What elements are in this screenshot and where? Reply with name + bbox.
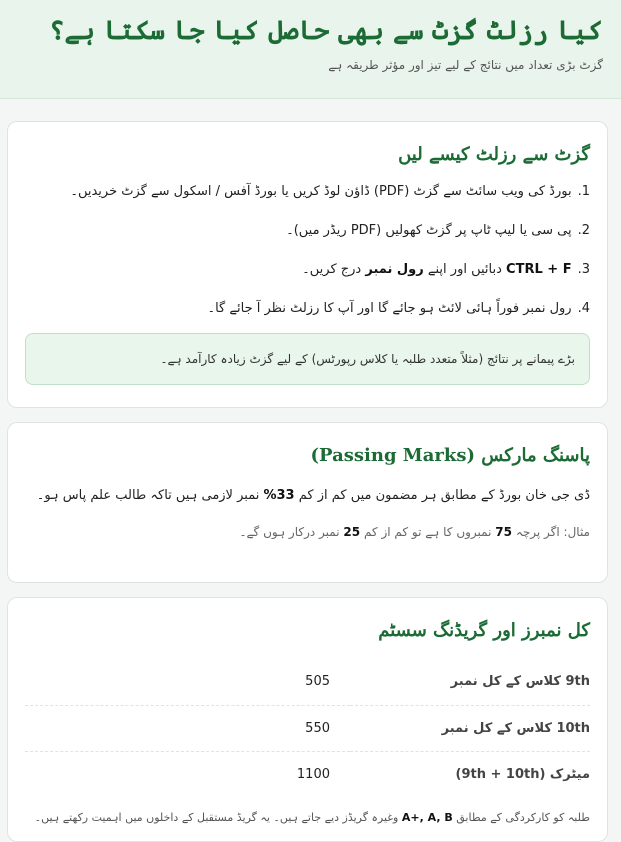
- passing-text: نمبر لازمی ہیں تاکہ طالب علم پاس ہو۔: [36, 488, 260, 503]
- row-label: میٹرک (9th + 10th): [455, 766, 590, 782]
- step-item: [25, 300, 590, 317]
- marks-table: [25, 659, 590, 797]
- shortcut-key: CTRL + F: [506, 262, 572, 277]
- gazette-steps: [25, 183, 590, 317]
- row-label: 10th کلاس کے کل نمبر: [350, 705, 590, 751]
- step-number: 2.: [577, 223, 590, 238]
- gazette-card: [7, 121, 608, 408]
- gazette-note: بڑے پیمانے پر نتائج (مثلاً متعدد طلبہ یا کلاس رپورٹس) کے لیے گزٹ زیادہ کارآمد ہے۔: [25, 333, 590, 385]
- step-text: رول نمبر فوراً ہائی لائٹ ہو جائے گا اور آپ کا رزلٹ نظر آ جائے گا۔: [207, 301, 572, 316]
- step-text: دبائیں اور اپنے: [427, 262, 502, 277]
- step-text: پی سی یا لیپ ٹاپ پر گزٹ کھولیں (PDF ریڈر میں)۔: [286, 223, 572, 238]
- footnote-text: طلبہ کو کارکردگی کے مطابق: [456, 811, 590, 824]
- step-item: [25, 183, 590, 200]
- step-item: [25, 261, 590, 278]
- step-text: بورڈ کی ویب سائٹ سے گزٹ (PDF) ڈاؤن لوڈ کریں یا بورڈ آفس / اسکول سے گزٹ خریدیں۔: [70, 184, 572, 199]
- footnote-text: وغیرہ گریڈز دیے جاتے ہیں۔ یہ گریڈ مستقبل کے داخلوں میں اہمیت رکھتے ہیں۔: [34, 811, 399, 824]
- row-label: 9th کلاس کے کل نمبر: [350, 659, 590, 705]
- gazette-title: گزٹ سے رزلٹ کیسے لیں: [398, 144, 590, 165]
- step-item: [25, 222, 590, 239]
- step-bold: رول نمبر: [365, 262, 424, 277]
- passing-main: [25, 488, 590, 503]
- row-value: 505: [25, 659, 350, 705]
- passing-percent: 33%: [263, 488, 295, 503]
- passing-text: ڈی جی خان بورڈ کے مطابق ہر مضمون میں کم از کم: [298, 488, 590, 503]
- grade-list: A+, A, B: [401, 811, 453, 824]
- passing-title: پاسنگ مارکس (Passing Marks): [310, 445, 590, 466]
- example-min: 25: [343, 525, 361, 539]
- page-header: [0, 0, 621, 99]
- example-text: نمبروں کا ہے تو کم از کم: [363, 525, 492, 539]
- grading-title: کل نمبرز اور گریڈنگ سسٹم: [378, 620, 590, 641]
- step-number: 1.: [577, 184, 590, 199]
- table-row: [25, 659, 590, 705]
- row-value: 550: [25, 705, 350, 751]
- table-row: [25, 751, 590, 797]
- example-text: مثال: اگر پرچہ: [515, 525, 590, 539]
- page-subtitle: گزٹ بڑی تعداد میں نتائج کے لیے تیز اور مؤثر طریقہ ہے: [328, 58, 603, 72]
- example-text: نمبر درکار ہوں گے۔: [239, 525, 340, 539]
- page-title: کیا رزلٹ گزٹ سے بھی حاصل کیا جا سکتا ہے؟: [49, 16, 603, 46]
- table-row: [25, 705, 590, 751]
- step-text: درج کریں۔: [302, 262, 362, 277]
- step-number: 4.: [577, 301, 590, 316]
- step-number: 3.: [577, 262, 590, 277]
- row-value: 1100: [296, 766, 330, 782]
- passing-example: [25, 525, 590, 539]
- grading-footnote: [25, 811, 590, 824]
- example-total: 75: [495, 525, 512, 539]
- grading-card: [7, 597, 608, 842]
- passing-card: [7, 422, 608, 583]
